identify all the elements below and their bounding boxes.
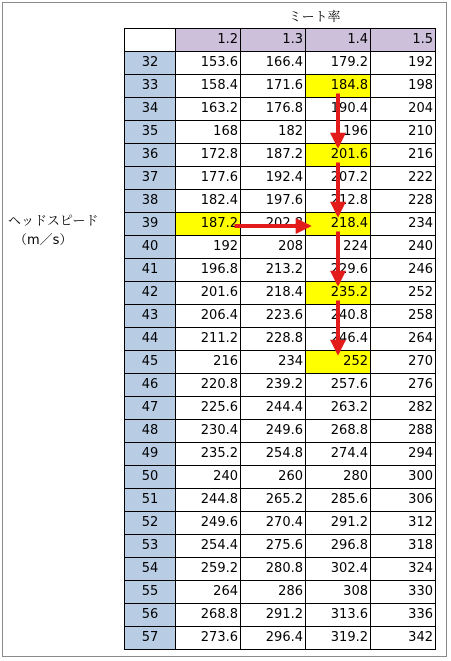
table-cell: 197.6 [241,190,306,213]
table-row [125,466,436,489]
table-cell: 264 [371,328,436,351]
table-cell: 285.6 [306,489,371,512]
table-cell: 216 [371,144,436,167]
table-cell: 207.2 [306,167,371,190]
table-cell: 249.6 [176,512,241,535]
table-cell: 282 [371,397,436,420]
row-header: 46 [125,374,176,397]
row-header: 56 [125,604,176,627]
table-row [125,98,436,121]
table-cell: 163.2 [176,98,241,121]
table-cell: 270 [371,351,436,374]
table-cell: 270.4 [241,512,306,535]
table-cell: 240.8 [306,305,371,328]
table-cell: 254.4 [176,535,241,558]
table-row [125,52,436,75]
row-header: 47 [125,397,176,420]
table-row [125,213,436,236]
table-cell: 296.4 [241,627,306,650]
table-cell: 171.6 [241,75,306,98]
row-header: 43 [125,305,176,328]
row-header: 51 [125,489,176,512]
table-cell: 259.2 [176,558,241,581]
table-row [125,121,436,144]
table-cell: 240 [371,236,436,259]
table-cell: 300 [371,466,436,489]
table-cell: 286 [241,581,306,604]
table-cell: 291.2 [306,512,371,535]
table-cell: 201.6 [176,282,241,305]
table-cell: 223.6 [241,305,306,328]
table-row [125,535,436,558]
table-row [125,512,436,535]
table-row [125,144,436,167]
table-cell: 252 [371,282,436,305]
table-cell: 302.4 [306,558,371,581]
table-cell: 208 [241,236,306,259]
table-cell: 288 [371,420,436,443]
table-cell: 166.4 [241,52,306,75]
row-header: 50 [125,466,176,489]
column-header: 1.2 [176,29,241,52]
table-cell: 218.4 [241,282,306,305]
table-cell: 228 [371,190,436,213]
table-cell: 202.8 [241,213,306,236]
table-cell: 222 [371,167,436,190]
table-row [125,374,436,397]
table-cell: 190.4 [306,98,371,121]
table-cell: 234 [241,351,306,374]
corner-cell [125,29,176,52]
table-cell: 153.6 [176,52,241,75]
table-cell: 258 [371,305,436,328]
table-row [125,420,436,443]
table-cell: 274.4 [306,443,371,466]
row-header: 52 [125,512,176,535]
table-cell: 324 [371,558,436,581]
row-header: 34 [125,98,176,121]
row-header: 40 [125,236,176,259]
row-header: 41 [125,259,176,282]
table-cell: 257.6 [306,374,371,397]
row-header: 37 [125,167,176,190]
table-cell: 296.8 [306,535,371,558]
table-cell: 319.2 [306,627,371,650]
row-header: 53 [125,535,176,558]
table-cell: 182 [241,121,306,144]
table-cell: 211.2 [176,328,241,351]
highlighted-cell: 218.4 [306,213,371,236]
table-cell: 280 [306,466,371,489]
table-cell: 192 [176,236,241,259]
table-cell: 224 [306,236,371,259]
table-row [125,328,436,351]
column-axis-title: ミート率 [288,10,341,25]
table-cell: 239.2 [241,374,306,397]
table-cell: 168 [176,121,241,144]
row-axis-title-line1: ヘッドスピード [8,214,99,229]
table-cell: 235.2 [176,443,241,466]
column-header: 1.3 [241,29,306,52]
table-cell: 198 [371,75,436,98]
table-row [125,305,436,328]
carry-distance-table [124,28,436,650]
table-cell: 244.8 [176,489,241,512]
table-cell: 273.6 [176,627,241,650]
table-cell: 187.2 [241,144,306,167]
table-cell: 210 [371,121,436,144]
table-row [125,259,436,282]
table-cell: 234 [371,213,436,236]
row-axis-title [8,212,98,250]
table-cell: 244.4 [241,397,306,420]
table-cell: 206.4 [176,305,241,328]
row-header: 39 [125,213,176,236]
row-header: 55 [125,581,176,604]
table-cell: 313.6 [306,604,371,627]
table-cell: 254.8 [241,443,306,466]
table-row [125,627,436,650]
row-header: 48 [125,420,176,443]
table-cell: 342 [371,627,436,650]
table-cell: 268.8 [306,420,371,443]
row-header: 38 [125,190,176,213]
column-header: 1.5 [371,29,436,52]
table-row [125,190,436,213]
row-header: 57 [125,627,176,650]
table-cell: 228.8 [241,328,306,351]
table-cell: 196 [306,121,371,144]
table-cell: 308 [306,581,371,604]
row-header: 44 [125,328,176,351]
highlighted-cell: 252 [306,351,371,374]
table-cell: 240 [176,466,241,489]
highlighted-cell: 184.8 [306,75,371,98]
table-row [125,167,436,190]
table-cell: 246 [371,259,436,282]
table-cell: 220.8 [176,374,241,397]
table-row [125,397,436,420]
table-cell: 264 [176,581,241,604]
table-cell: 275.6 [241,535,306,558]
table-cell: 230.4 [176,420,241,443]
table-cell: 265.2 [241,489,306,512]
row-header: 32 [125,52,176,75]
table-row [125,489,436,512]
table-cell: 212.8 [306,190,371,213]
row-header: 49 [125,443,176,466]
row-axis-title-line2: （m／s） [14,233,73,248]
highlighted-cell: 201.6 [306,144,371,167]
row-header: 36 [125,144,176,167]
table-cell: 176.8 [241,98,306,121]
table-cell: 182.4 [176,190,241,213]
table-cell: 336 [371,604,436,627]
highlighted-cell: 187.2 [176,213,241,236]
table-row [125,75,436,98]
header-row [125,29,436,52]
table-cell: 306 [371,489,436,512]
table-cell: 216 [176,351,241,374]
row-header: 45 [125,351,176,374]
table-cell: 318 [371,535,436,558]
table-cell: 294 [371,443,436,466]
table-cell: 249.6 [241,420,306,443]
table-cell: 268.8 [176,604,241,627]
row-header: 35 [125,121,176,144]
table-cell: 280.8 [241,558,306,581]
table-cell: 229.6 [306,259,371,282]
table-row [125,604,436,627]
table-cell: 291.2 [241,604,306,627]
table-cell: 312 [371,512,436,535]
table-cell: 177.6 [176,167,241,190]
table-cell: 246.4 [306,328,371,351]
row-header: 42 [125,282,176,305]
table-row [125,581,436,604]
table-cell: 263.2 [306,397,371,420]
row-header: 54 [125,558,176,581]
table-row [125,236,436,259]
table-cell: 225.6 [176,397,241,420]
table-cell: 196.8 [176,259,241,282]
table-row [125,282,436,305]
table-cell: 192 [371,52,436,75]
table-cell: 260 [241,466,306,489]
column-header: 1.4 [306,29,371,52]
table-cell: 158.4 [176,75,241,98]
table-row [125,558,436,581]
table-row [125,443,436,466]
table-cell: 172.8 [176,144,241,167]
table-cell: 204 [371,98,436,121]
table-cell: 213.2 [241,259,306,282]
table-cell: 276 [371,374,436,397]
table-cell: 330 [371,581,436,604]
table-cell: 192.4 [241,167,306,190]
table-cell: 179.2 [306,52,371,75]
highlighted-cell: 235.2 [306,282,371,305]
row-header: 33 [125,75,176,98]
table-row [125,351,436,374]
